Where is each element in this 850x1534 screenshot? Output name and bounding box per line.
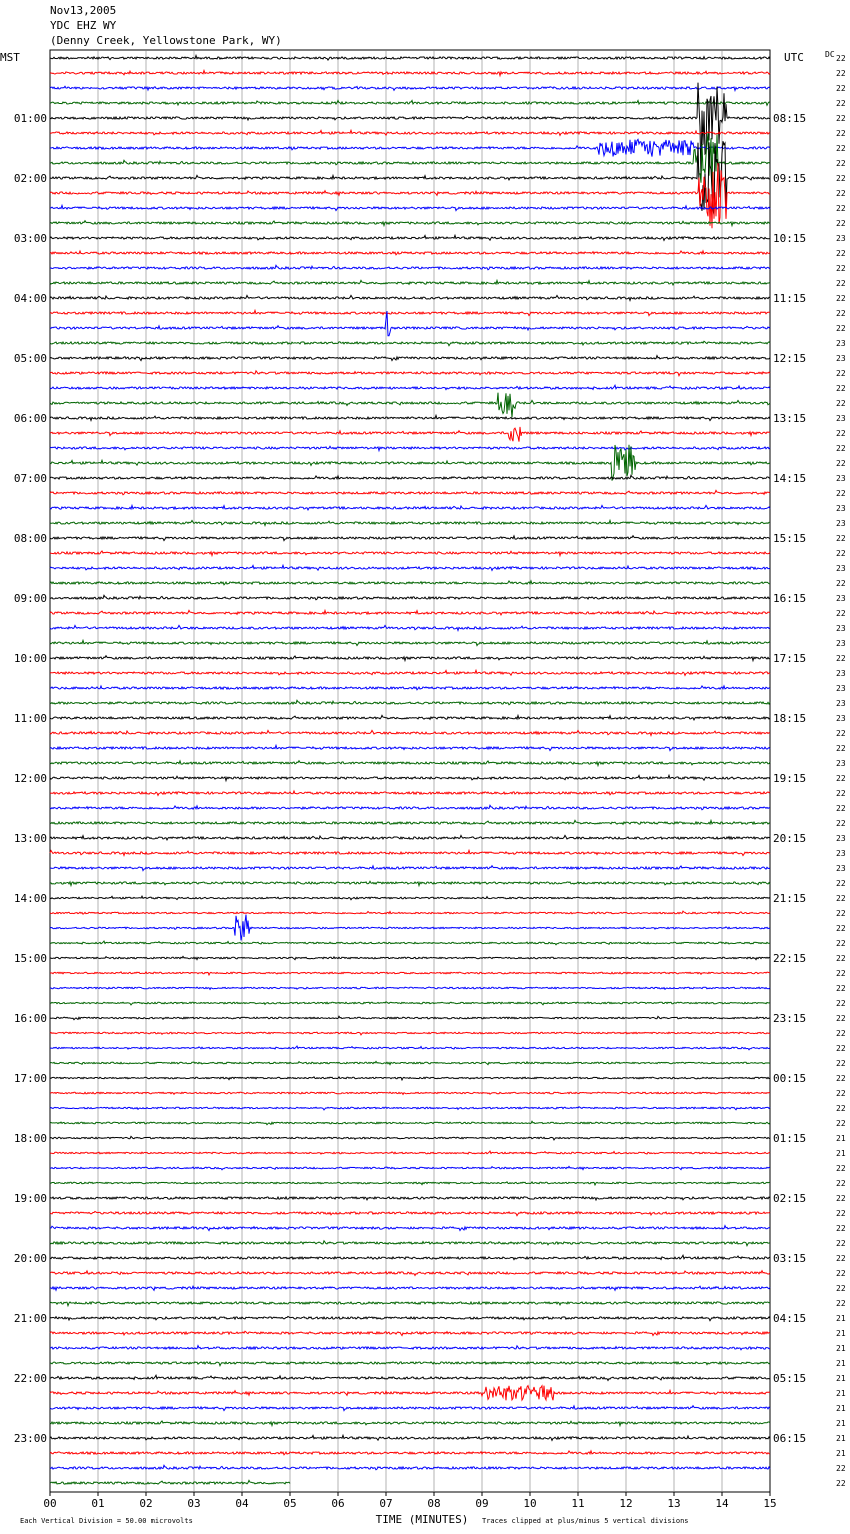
dc-offset-value: 22	[836, 1254, 846, 1263]
trace-line	[50, 1451, 770, 1455]
mst-hour-label: 19:00	[13, 1192, 47, 1205]
dc-offset-value: 22	[836, 1299, 846, 1308]
trace-line	[50, 310, 770, 315]
utc-hour-label: 22:15	[773, 952, 807, 965]
trace-line	[50, 446, 770, 450]
x-tick-label: 14	[715, 1497, 729, 1510]
trace-line	[50, 805, 770, 810]
mst-hour-label: 17:00	[13, 1072, 47, 1085]
dc-offset-value: 22	[836, 1194, 846, 1203]
trace-line	[50, 371, 770, 376]
dc-offset-value: 22	[836, 84, 846, 93]
trace-line	[50, 311, 770, 336]
trace-line	[50, 341, 770, 346]
dc-offset-value: 23	[836, 519, 846, 528]
dc-offset-value: 22	[836, 984, 846, 993]
trace-line	[50, 130, 770, 135]
dc-offset-value: 22	[836, 1269, 846, 1278]
dc-offset-value: 22	[836, 1224, 846, 1233]
utc-hour-label: 21:15	[773, 892, 807, 905]
trace-line	[50, 1331, 770, 1335]
trace-line	[50, 1480, 290, 1484]
dc-offset-value: 21	[836, 1314, 846, 1323]
trace-line	[50, 941, 770, 945]
dc-offset-value: 22	[836, 789, 846, 798]
utc-hour-label: 11:15	[773, 292, 807, 305]
trace-line	[50, 1002, 770, 1005]
trace-line	[50, 1166, 770, 1169]
dc-offset-value: 21	[836, 1419, 846, 1428]
dc-offset-value: 23	[836, 474, 846, 483]
dc-offset-value: 22	[836, 444, 846, 453]
utc-hour-label: 10:15	[773, 232, 807, 245]
dc-offset-value: 22	[836, 804, 846, 813]
mst-hour-label: 04:00	[13, 292, 47, 305]
dc-offset-value: 22	[836, 99, 846, 108]
utc-hour-label: 12:15	[773, 352, 807, 365]
trace-line	[50, 1107, 770, 1110]
chart-location: (Denny Creek, Yellowstone Park, WY)	[50, 34, 282, 47]
trace-line	[50, 83, 770, 179]
trace-line	[50, 715, 770, 720]
trace-line	[50, 881, 770, 885]
dc-offset-value: 22	[836, 1479, 846, 1488]
mst-hour-label: 22:00	[13, 1372, 47, 1385]
dc-offset-value: 22	[836, 894, 846, 903]
trace-line	[50, 1046, 770, 1050]
trace-line	[50, 1136, 770, 1140]
dc-offset-value: 21	[836, 1389, 846, 1398]
dc-offset-value: 23	[836, 624, 846, 633]
dc-offset-value: 23	[836, 639, 846, 648]
dc-offset-value: 22	[836, 114, 846, 123]
dc-offset-value: 22	[836, 159, 846, 168]
dc-offset-value: 22	[836, 999, 846, 1008]
trace-line	[50, 1032, 770, 1035]
dc-offset-value: 22	[836, 819, 846, 828]
dc-offset-value: 22	[836, 609, 846, 618]
mst-hour-label: 13:00	[13, 832, 47, 845]
dc-offset-value: 21	[836, 1404, 846, 1413]
trace-line	[50, 956, 770, 959]
trace-line	[50, 536, 770, 541]
mst-hour-label: 01:00	[13, 112, 47, 125]
trace-line	[50, 1302, 770, 1306]
dc-offset-value: 22	[836, 429, 846, 438]
x-tick-label: 10	[523, 1497, 537, 1510]
x-tick-label: 05	[283, 1497, 297, 1510]
trace-line	[50, 1092, 770, 1095]
trace-line	[50, 1226, 770, 1231]
utc-hour-label: 18:15	[773, 712, 807, 725]
dc-offset-value: 22	[836, 1044, 846, 1053]
plot-frame	[50, 50, 770, 1492]
mst-hour-label: 11:00	[13, 712, 47, 725]
dc-label: DC	[825, 50, 835, 59]
dc-offset-value: 21	[836, 1359, 846, 1368]
dc-offset-value: 22	[836, 204, 846, 213]
mst-hour-label: 08:00	[13, 532, 47, 545]
footer-clip-note: Traces clipped at plus/minus 5 vertical divisions	[482, 1517, 689, 1525]
dc-offset-value: 22	[836, 774, 846, 783]
dc-offset-value: 22	[836, 1464, 846, 1473]
trace-line	[50, 265, 770, 270]
x-tick-label: 13	[667, 1497, 681, 1510]
trace-line	[50, 1386, 770, 1401]
dc-offset-value: 21	[836, 1344, 846, 1353]
dc-offset-value: 21	[836, 1149, 846, 1158]
dc-offset-value: 22	[836, 969, 846, 978]
x-tick-label: 03	[187, 1497, 201, 1510]
dc-offset-value: 21	[836, 1374, 846, 1383]
dc-offset-value: 22	[836, 459, 846, 468]
dc-offset-value: 23	[836, 234, 846, 243]
dc-offset-value: 23	[836, 354, 846, 363]
dc-offset-value: 22	[836, 309, 846, 318]
trace-line	[50, 915, 770, 941]
mst-hour-label: 23:00	[13, 1432, 47, 1445]
dc-offset-value: 23	[836, 849, 846, 858]
utc-hour-label: 13:15	[773, 412, 807, 425]
dc-offset-value: 23	[836, 864, 846, 873]
dc-offset-value: 22	[836, 729, 846, 738]
dc-offset-value: 22	[836, 249, 846, 258]
utc-hour-label: 20:15	[773, 832, 807, 845]
dc-offset-value: 22	[836, 1029, 846, 1038]
trace-line	[50, 1121, 770, 1124]
trace-line	[50, 133, 770, 187]
mst-hour-label: 09:00	[13, 592, 47, 605]
trace-line	[50, 987, 770, 990]
x-tick-label: 09	[475, 1497, 489, 1510]
x-tick-label: 12	[619, 1497, 633, 1510]
trace-line	[50, 427, 770, 442]
trace-line	[50, 86, 770, 90]
trace-line	[50, 520, 770, 525]
trace-line	[50, 1271, 770, 1276]
trace-line	[50, 1211, 770, 1215]
trace-line	[50, 1077, 770, 1080]
x-tick-label: 01	[91, 1497, 105, 1510]
x-tick-label: 04	[235, 1497, 249, 1510]
dc-offset-value: 22	[836, 279, 846, 288]
dc-offset-value: 23	[836, 834, 846, 843]
dc-offset-value: 22	[836, 54, 846, 63]
trace-line	[50, 730, 770, 735]
utc-hour-label: 00:15	[773, 1072, 807, 1085]
trace-line	[50, 656, 770, 661]
dc-offset-value: 22	[836, 174, 846, 183]
trace-line	[50, 385, 770, 389]
trace-line	[50, 1375, 770, 1380]
trace-line	[50, 972, 770, 975]
trace-line	[50, 896, 770, 900]
trace-line	[50, 1362, 770, 1366]
trace-line	[50, 1465, 770, 1470]
dc-offset-value: 23	[836, 714, 846, 723]
dc-offset-value: 22	[836, 324, 846, 333]
trace-line	[50, 551, 770, 556]
dc-offset-value: 22	[836, 129, 846, 138]
dc-offset-value: 22	[836, 549, 846, 558]
mst-hour-label: 05:00	[13, 352, 47, 365]
dc-offset-value: 22	[836, 1164, 846, 1173]
trace-line	[50, 820, 770, 824]
trace-line	[50, 775, 770, 780]
dc-offset-value: 22	[836, 954, 846, 963]
mst-hour-label: 07:00	[13, 472, 47, 485]
utc-hour-label: 02:15	[773, 1192, 807, 1205]
utc-hour-label: 15:15	[773, 532, 807, 545]
x-tick-label: 07	[379, 1497, 393, 1510]
utc-hour-label: 17:15	[773, 652, 807, 665]
dc-offset-value: 23	[836, 594, 846, 603]
trace-line	[50, 565, 770, 570]
dc-offset-value: 22	[836, 144, 846, 153]
dc-offset-value: 21	[836, 1329, 846, 1338]
mst-hour-label: 10:00	[13, 652, 47, 665]
dc-offset-value: 22	[836, 939, 846, 948]
trace-line	[50, 1421, 770, 1426]
dc-offset-value: 22	[836, 1119, 846, 1128]
dc-offset-value: 22	[836, 1179, 846, 1188]
dc-offset-value: 23	[836, 504, 846, 513]
dc-offset-value: 22	[836, 294, 846, 303]
mst-axis-label: MST	[0, 51, 20, 64]
utc-hour-label: 04:15	[773, 1312, 807, 1325]
trace-line	[50, 686, 770, 690]
trace-line	[50, 505, 770, 510]
trace-line	[50, 835, 770, 840]
trace-line	[50, 56, 770, 61]
dc-offset-value: 22	[836, 744, 846, 753]
trace-line	[50, 1151, 770, 1154]
mst-hour-label: 18:00	[13, 1132, 47, 1145]
dc-offset-value: 22	[836, 1239, 846, 1248]
trace-line	[50, 445, 770, 481]
mst-hour-label: 12:00	[13, 772, 47, 785]
dc-offset-value: 22	[836, 1059, 846, 1068]
utc-hour-label: 06:15	[773, 1432, 807, 1445]
mst-hour-label: 02:00	[13, 172, 47, 185]
dc-offset-value: 22	[836, 489, 846, 498]
utc-hour-label: 16:15	[773, 592, 807, 605]
trace-line	[50, 1406, 770, 1411]
trace-line	[50, 745, 770, 750]
trace-line	[50, 393, 770, 418]
mst-hour-label: 03:00	[13, 232, 47, 245]
dc-offset-value: 22	[836, 384, 846, 393]
dc-offset-value: 22	[836, 1014, 846, 1023]
dc-offset-value: 23	[836, 699, 846, 708]
mst-hour-label: 15:00	[13, 952, 47, 965]
trace-line	[50, 251, 770, 255]
trace-line	[50, 595, 770, 600]
dc-offset-value: 22	[836, 1074, 846, 1083]
trace-line	[50, 850, 770, 855]
dc-offset-value: 23	[836, 684, 846, 693]
chart-station: YDC EHZ WY	[50, 19, 117, 32]
trace-line	[50, 1241, 770, 1246]
dc-offset-value: 21	[836, 1434, 846, 1443]
trace-line	[50, 791, 770, 795]
utc-hour-label: 09:15	[773, 172, 807, 185]
mst-hour-label: 20:00	[13, 1252, 47, 1265]
trace-line	[50, 761, 770, 766]
dc-offset-value: 22	[836, 369, 846, 378]
trace-line	[50, 640, 770, 645]
dc-offset-value: 21	[836, 1449, 846, 1458]
trace-line	[50, 475, 770, 479]
trace-line	[50, 139, 770, 156]
utc-hour-label: 08:15	[773, 112, 807, 125]
trace-line	[50, 866, 770, 871]
footer-scale-note: Each Vertical Division = 50.00 microvolts	[20, 1517, 193, 1525]
trace-line	[50, 581, 770, 585]
dc-offset-value: 22	[836, 1209, 846, 1218]
trace-line	[50, 625, 770, 630]
chart-date: Nov13,2005	[50, 4, 117, 17]
trace-line	[50, 1316, 770, 1320]
dc-offset-value: 22	[836, 909, 846, 918]
dc-offset-value: 22	[836, 219, 846, 228]
trace-line	[50, 221, 770, 226]
dc-offset-value: 22	[836, 1089, 846, 1098]
trace-line	[50, 1286, 770, 1290]
mst-hour-label: 14:00	[13, 892, 47, 905]
trace-line	[50, 670, 770, 675]
trace-line	[50, 205, 770, 210]
dc-offset-value: 23	[836, 564, 846, 573]
dc-offset-value: 22	[836, 579, 846, 588]
trace-line	[50, 610, 770, 615]
trace-line	[50, 1182, 770, 1185]
trace-line	[50, 1346, 770, 1350]
utc-axis-label: UTC	[784, 51, 804, 64]
utc-hour-label: 05:15	[773, 1372, 807, 1385]
dc-offset-value: 21	[836, 1134, 846, 1143]
dc-offset-value: 22	[836, 654, 846, 663]
utc-hour-label: 19:15	[773, 772, 807, 785]
dc-offset-value: 22	[836, 1104, 846, 1113]
trace-line	[50, 235, 770, 240]
trace-line	[50, 100, 770, 105]
trace-line	[50, 163, 770, 228]
utc-hour-label: 14:15	[773, 472, 807, 485]
dc-offset-value: 22	[836, 399, 846, 408]
x-axis-title: TIME (MINUTES)	[375, 1513, 469, 1526]
dc-offset-value: 22	[836, 534, 846, 543]
x-tick-label: 11	[571, 1497, 585, 1510]
x-tick-label: 02	[139, 1497, 153, 1510]
mst-hour-label: 16:00	[13, 1012, 47, 1025]
trace-line	[50, 700, 770, 705]
trace-line	[50, 295, 770, 300]
trace-line	[50, 71, 770, 76]
trace-line	[50, 1435, 770, 1440]
dc-offset-value: 22	[836, 189, 846, 198]
dc-offset-value: 22	[836, 264, 846, 273]
trace-line	[50, 141, 770, 215]
dc-offset-value: 22	[836, 69, 846, 78]
trace-line	[50, 911, 770, 914]
mst-hour-label: 06:00	[13, 412, 47, 425]
utc-hour-label: 23:15	[773, 1012, 807, 1025]
x-tick-label: 15	[763, 1497, 777, 1510]
dc-offset-value: 23	[836, 759, 846, 768]
trace-line	[50, 356, 770, 361]
utc-hour-label: 01:15	[773, 1132, 807, 1145]
dc-offset-value: 23	[836, 414, 846, 423]
x-tick-label: 00	[43, 1497, 57, 1510]
dc-offset-value: 23	[836, 339, 846, 348]
x-tick-label: 06	[331, 1497, 345, 1510]
x-tick-label: 08	[427, 1497, 441, 1510]
mst-hour-label: 21:00	[13, 1312, 47, 1325]
trace-line	[50, 415, 770, 420]
trace-line	[50, 1255, 770, 1259]
utc-hour-label: 03:15	[773, 1252, 807, 1265]
trace-line	[50, 1016, 770, 1019]
dc-offset-value: 22	[836, 879, 846, 888]
trace-line	[50, 490, 770, 494]
trace-line	[50, 1061, 770, 1064]
dc-offset-value: 22	[836, 924, 846, 933]
dc-offset-value: 22	[836, 1284, 846, 1293]
dc-offset-value: 23	[836, 669, 846, 678]
trace-line	[50, 1197, 770, 1200]
trace-line	[50, 280, 770, 285]
